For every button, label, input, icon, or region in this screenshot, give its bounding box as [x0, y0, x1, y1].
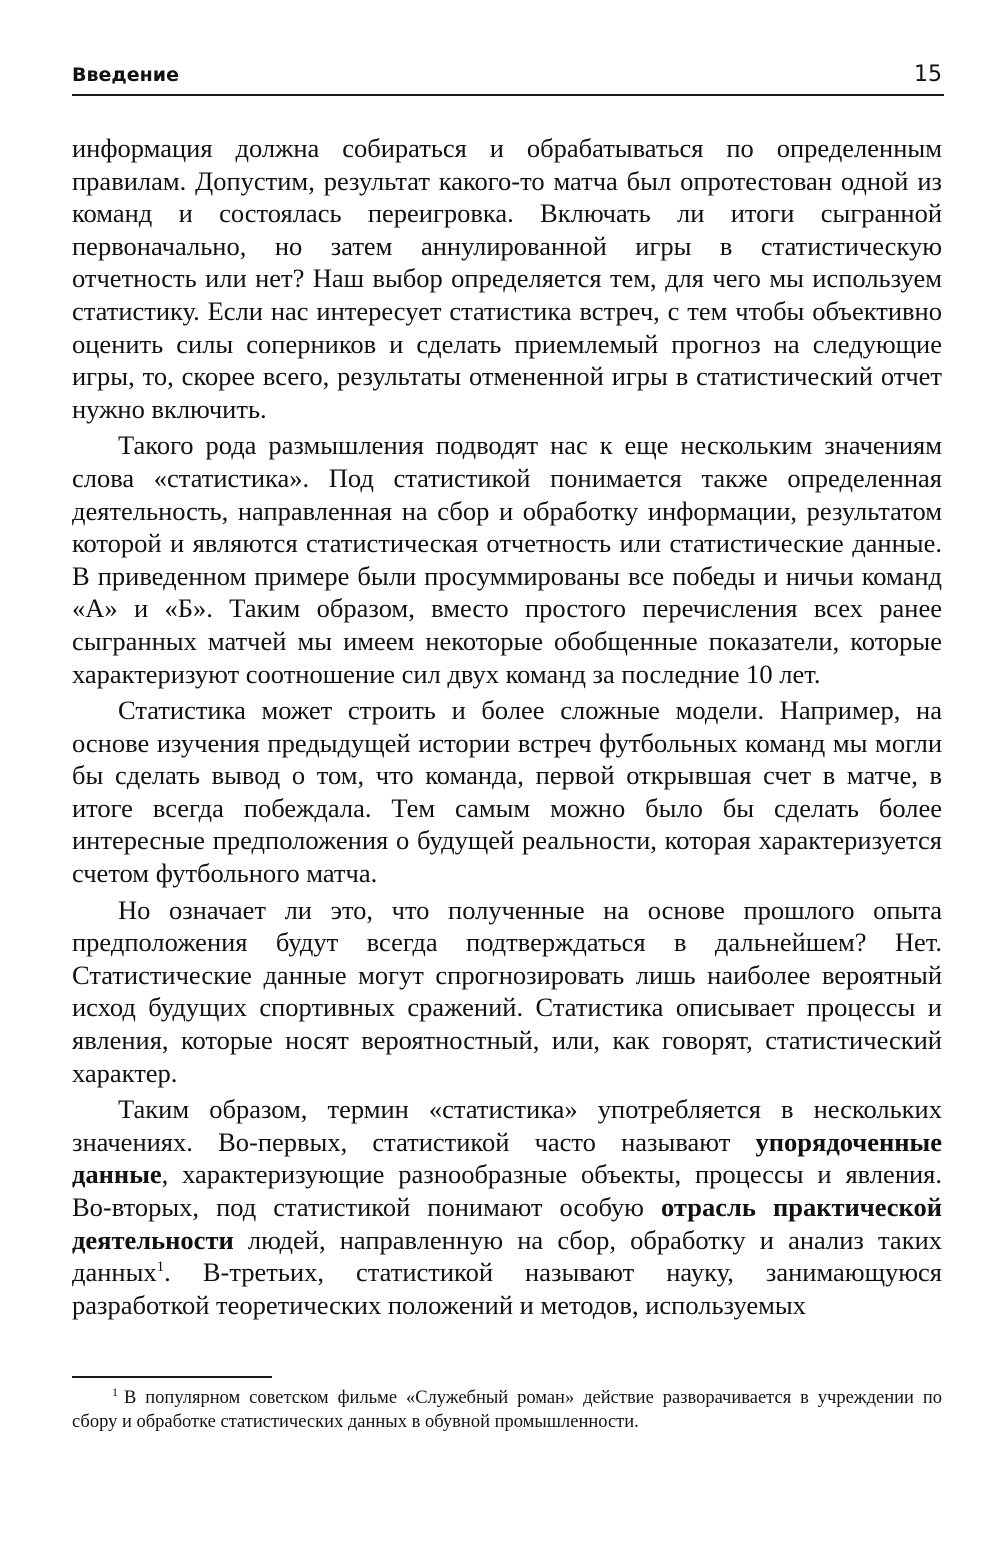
- paragraph-5-text-d: . В-третьих, статистикой называют науку, занимающуюся разработкой теоретических положений и методов, используемых: [72, 1257, 942, 1320]
- body-text: [72, 132, 942, 1325]
- paragraph-3: Статистика может строить и более сложные модели. Например, на основе изучения предыдущей истории встреч футбольных команд мы могли бы сделать вывод о том, что команда, первой открывшая счет в матче, в итоге всегда побеждала. Тем самым можно было бы сделать более интересные предположения о будущей реальности, которая характеризуется счетом футбольного матча.: [72, 695, 942, 889]
- term-practical-activity: отрасль практической деятельности: [72, 1192, 942, 1255]
- footnote-text: В популярном советском фильме «Служебный роман» действие разворачивается в учреждении по сбору и обработке статистических данных в обувной промышленности.: [72, 1388, 942, 1432]
- section-title: Введение: [72, 64, 179, 86]
- footnote-marker: 1: [112, 1385, 118, 1399]
- footnote: [72, 1386, 942, 1434]
- paragraph-5-text-b: , характеризующие разнообразные объекты, процессы и явления. Во-вторых, под статистикой понимают особую: [72, 1159, 942, 1222]
- paragraph-2: Такого рода размышления подводят нас к еще нескольким значениям слова «статистика». Под статистикой понимается также определенная деятельность, направленная на сбор и обработку информации, результатом которой и являются статистическая отчетность или статистические данные. В приведенном примере были просуммированы все победы и ничьи команд «А» и «Б». Таким образом, вместо простого перечисления всех ранее сыгранных матчей мы имеем некоторые обобщенные показатели, которые характеризуют соотношение сил двух команд за последние 10 лет.: [72, 430, 942, 689]
- running-header: [72, 60, 944, 96]
- footnote-reference[interactable]: 1: [156, 1259, 165, 1276]
- page-number: 15: [914, 62, 942, 87]
- footnote-divider: [72, 1376, 272, 1378]
- paragraph-1: информация должна собираться и обрабатываться по определенным правилам. Допустим, результат какого-то матча был опротестован одной из команд и состоялась переигровка. Включать ли итоги сыгранной первоначально, но затем аннулированной игры в статистическую отчетность или нет? Наш выбор определяется тем, для чего мы используем статистику. Если нас интересует статистика встреч, с тем чтобы объективно оценить силы соперников и сделать приемлемый прогноз на следующие игры, то, скорее всего, результаты отмененной игры в статистический отчет нужно включить.: [72, 133, 942, 424]
- paragraph-5: [72, 1093, 942, 1321]
- term-ordered-data: упорядоченные данные: [72, 1126, 942, 1190]
- paragraph-5-text-a: Таким образом, термин «статистика» употребляется в нескольких значениях. Во-первых, статистикой часто называют: [72, 1094, 942, 1157]
- paragraph-5-text-c: людей, направленную на сбор, обработку и анализ таких данных: [72, 1224, 942, 1288]
- paragraph-4: Но означает ли это, что полученные на основе прошлого опыта предположения будут всегда подтверждаться в дальнейшем? Нет. Статистические данные могут спрогнозировать лишь наиболее вероятный исход будущих спортивных сражений. Статистика описывает процессы и явления, которые носят вероятностный, или, как говорят, статистический характер.: [72, 894, 942, 1088]
